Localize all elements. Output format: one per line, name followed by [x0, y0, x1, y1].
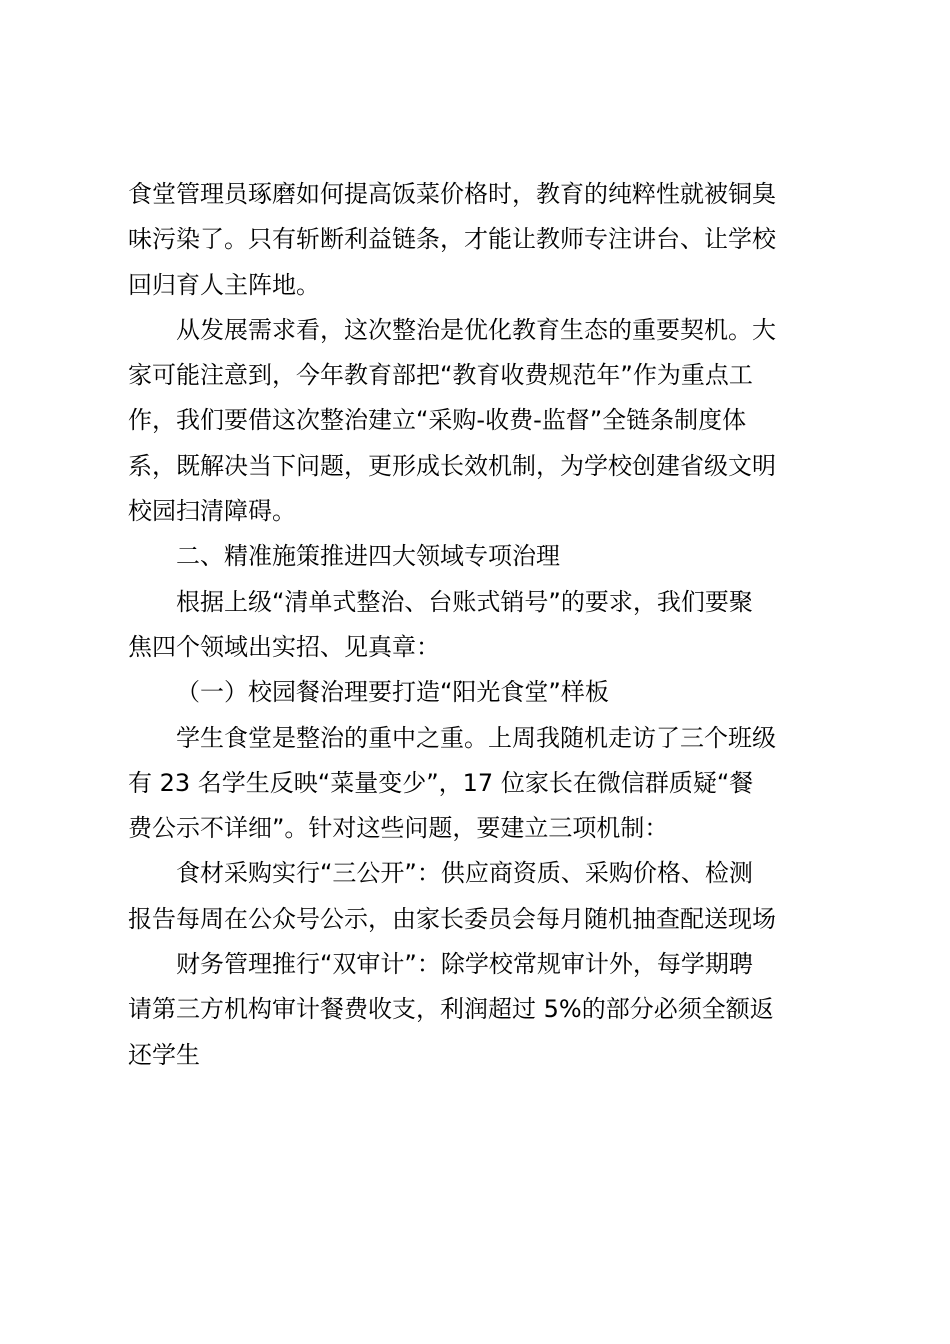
subsection-heading: （一）校园餐治理要打造“阳光食堂”样板 — [176, 678, 609, 707]
paragraph-first-line: 从发展需求看，这次整治是优化教育生态的重要契机。大 — [176, 315, 776, 344]
paragraph-first-line: 根据上级“清单式整治、台账式销号”的要求，我们要聚 — [176, 587, 753, 616]
body-line: 食堂管理员琢磨如何提高饭菜价格时，教育的纯粹性就被铜臭 — [128, 180, 776, 208]
body-line: 焦四个领域出实招、见真章： — [128, 632, 440, 661]
body-line: 作，我们要借这次整治建立“采购-收费-监督”全链条制度体 — [128, 406, 747, 435]
body-line: 还学生 — [128, 1040, 200, 1069]
document-body — [128, 172, 838, 1078]
body-line: 请第三方机构审计餐费收支，利润超过 5%的部分必须全额返 — [128, 995, 774, 1024]
body-line: 报告每周在公众号公示，由家长委员会每月随机抽查配送现场 — [128, 904, 776, 933]
paragraph-first-line: 学生食堂是整治的重中之重。上周我随机走访了三个班级 — [176, 723, 776, 752]
paragraph-first-line: 食材采购实行“三公开”：供应商资质、采购价格、检测 — [176, 859, 753, 888]
body-line: 费公示不详细”。针对这些问题，要建立三项机制： — [128, 814, 669, 843]
body-line: 味污染了。只有斩断利益链条，才能让教师专注讲台、让学校 — [128, 225, 776, 254]
body-line: 有 23 名学生反映“菜量变少”，17 位家长在微信群质疑“餐 — [128, 768, 754, 797]
paragraph-first-line: 财务管理推行“双审计”：除学校常规审计外，每学期聘 — [176, 950, 753, 979]
body-line: 校园扫清障碍。 — [128, 497, 296, 526]
body-line: 系，既解决当下问题，更形成长效机制，为学校创建省级文明 — [128, 451, 776, 480]
body-line: 家可能注意到，今年教育部把“教育收费规范年”作为重点工 — [128, 361, 753, 390]
section-heading: 二、精准施策推进四大领域专项治理 — [176, 542, 560, 571]
body-line: 回归育人主阵地。 — [128, 270, 320, 299]
